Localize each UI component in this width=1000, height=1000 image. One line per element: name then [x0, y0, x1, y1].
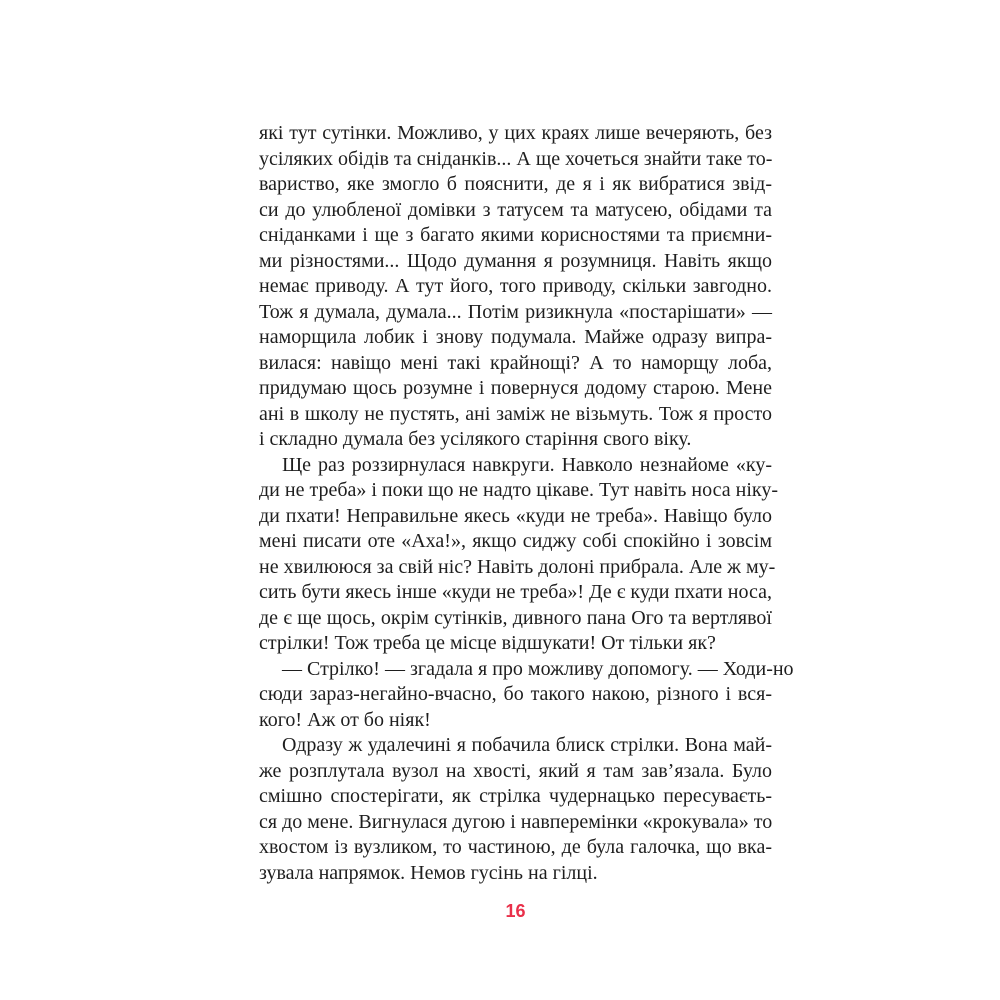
text-line: стрілки! Тож треба це місце відшукати! От тільки як?	[259, 632, 716, 654]
text-line: і складно думала без усілякого старіння свого віку.	[259, 428, 692, 450]
text-line: зувала напрямок. Немов гусінь на гілці.	[259, 861, 598, 884]
text-line: смішно спостерігати, як стрілка чудернацько пересуваєть-	[259, 785, 772, 807]
text-line: кого! Аж от бо ніяк!	[259, 708, 431, 731]
text-line: сніданками і ще з багато якими корисностями та приємни-	[259, 224, 772, 246]
text-line: вилася: навіщо мені такі крайнощі? А то наморщу лоба,	[259, 351, 772, 374]
text-line: наморщила лобик і знову подумала. Майже одразу випра-	[259, 326, 772, 348]
text-line: придумаю щось розумне і повернуся додому старою. Мене	[259, 377, 772, 399]
text-line: ди пхати! Неправильне якесь «куди не треба». Навіщо було	[259, 504, 772, 527]
text-line: ди не треба» і поки що не надто цікаве. Тут навіть носа ніку-	[259, 479, 778, 501]
text-line: си до улюбленої домівки з татусем та матусею, обідами та	[259, 198, 772, 221]
text-line: же розплутала вузол на хвості, який я там зав’язала. Було	[259, 759, 772, 782]
text-line: які тут сутінки. Можливо, у цих краях лише вечеряють, без	[259, 122, 772, 144]
text-line: Одразу ж удалечині я побачила блиск стрілки. Вона май-	[282, 734, 772, 756]
page-number: 16	[505, 901, 526, 921]
body-text	[259, 121, 794, 886]
text-line: ся до мене. Вигнулася дугою і навперемінки «крокувала» то	[259, 810, 773, 833]
text-line: не хвилююся за свій ніс? Навіть долоні прибрала. Але ж му-	[259, 555, 776, 578]
text-line: ми різностями... Щодо думання я розумниця. Навіть якщо	[259, 249, 772, 272]
text-line: хвостом із вузликом, то частиною, де була галочка, що вка-	[259, 836, 772, 858]
text-line: де є ще щось, окрім сутінків, дивного пана Ого та вертлявої	[259, 606, 772, 629]
text-line: — Стрілко! — згадала я про можливу допомогу. — Ходи-но	[282, 657, 794, 680]
text-line: усіляких обідів та сніданків... А ще хочеться знайти таке то-	[259, 147, 773, 170]
text-line: мені писати оте «Аха!», якщо сиджу собі спокійно і зовсім	[259, 530, 772, 552]
text-line: сюди зараз-негайно-вчасно, бо такого накою, різного і вся-	[259, 683, 772, 705]
text-line: вариство, яке змогло б пояснити, де я і як вибратися звід-	[259, 173, 772, 195]
text-line: сить бути якесь інше «куди не треба»! Де є куди пхати носа,	[259, 581, 772, 603]
text-line: ані в школу не пустять, ані заміж не візьмуть. Тож я просто	[259, 402, 772, 425]
text-line: Ще раз роззирнулася навкруги. Навколо незнайоме «ку-	[282, 453, 772, 476]
text-line: Тож я думала, думала... Потім ризикнула «постарішати» —	[259, 300, 772, 323]
text-line: немає приводу. А тут його, того приводу, скільки завгодно.	[259, 275, 772, 297]
